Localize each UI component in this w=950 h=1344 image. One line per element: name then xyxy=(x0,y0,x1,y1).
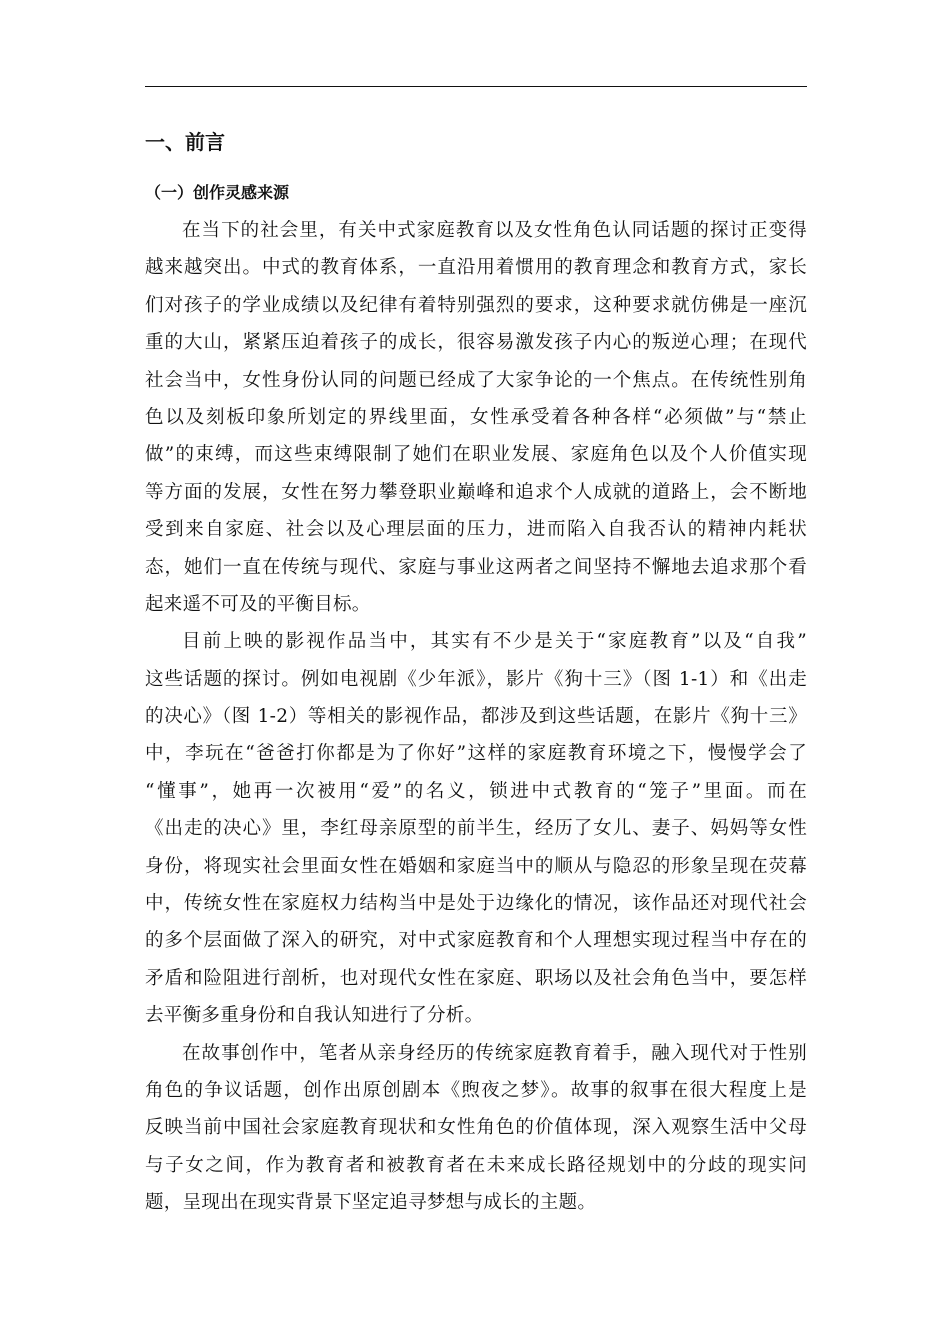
text-line: 角色的争议话题，创作出原创剧本《煦夜之梦》。故事的叙事在很大程度上是 xyxy=(145,1079,807,1101)
text-line: 社会当中，女性身份认同的问题已经成了大家争论的一个焦点。在传统性别角 xyxy=(145,369,807,391)
paragraph-2 xyxy=(145,623,807,1034)
text-line: 《出走的决心》里，李红母亲原型的前半生，经历了女儿、妻子、妈妈等女性 xyxy=(145,818,807,840)
text-line: 们对孩子的学业成绩以及纪律有着特别强烈的要求，这种要求就仿佛是一座沉 xyxy=(145,294,807,316)
text-line: 反映当前中国社会家庭教育现状和女性角色的价值体现，深入观察生活中父母 xyxy=(145,1117,807,1139)
text-line: 色以及刻板印象所划定的界线里面，女性承受着各种各样“必须做”与“禁止 xyxy=(145,406,807,428)
paragraph-1 xyxy=(145,212,807,623)
text-line: 去平衡多重身份和自我认知进行了分析。 xyxy=(145,1005,484,1027)
text-line: 身份，将现实社会里面女性在婚姻和家庭当中的顺从与隐忍的形象呈现在荧幕 xyxy=(145,855,807,877)
text-line: 中，传统女性在家庭权力结构当中是处于边缘化的情况，该作品还对现代社会 xyxy=(145,893,807,915)
text-line: 这些话题的探讨。例如电视剧《少年派》，影片《狗十三》（图 1-1）和《出走 xyxy=(145,668,807,690)
text-line: 做”的束缚，而这些束缚限制了她们在职业发展、家庭角色以及个人价值实现 xyxy=(145,444,807,466)
text-line: 目前上映的影视作品当中，其实有不少是关于“家庭教育”以及“自我” xyxy=(182,631,807,653)
text-line: 的决心》（图 1-2）等相关的影视作品，都涉及到这些话题，在影片《狗十三》 xyxy=(145,706,807,728)
text-line: 重的大山，紧紧压迫着孩子的成长，很容易激发孩子内心的叛逆心理；在现代 xyxy=(145,332,807,354)
text-line: 题，呈现出在现实背景下坚定追寻梦想与成长的主题。 xyxy=(145,1192,597,1214)
text-line: 在故事创作中，笔者从亲身经历的传统家庭教育着手，融入现代对于性别 xyxy=(182,1042,807,1064)
header-rule xyxy=(145,86,807,87)
section-heading: 一、前言 xyxy=(145,130,225,154)
text-line: “懂事”，她再一次被用“爱”的名义，锁进中式教育的“笼子”里面。而在 xyxy=(145,780,807,802)
subsection-heading: （一）创作灵感来源 xyxy=(145,183,290,202)
text-line: 起来遥不可及的平衡目标。 xyxy=(145,593,371,615)
text-line: 的多个层面做了深入的研究，对中式家庭教育和个人理想实现过程当中存在的 xyxy=(145,930,807,952)
paragraph-3 xyxy=(145,1035,807,1222)
text-line: 态，她们一直在传统与现代、家庭与事业这两者之间坚持不懈地去追求那个看 xyxy=(145,556,807,578)
text-line: 与子女之间，作为教育者和被教育者在未来成长路径规划中的分歧的现实问 xyxy=(145,1154,807,1176)
text-line: 越来越突出。中式的教育体系，一直沿用着惯用的教育理念和教育方式，家长 xyxy=(145,257,807,279)
body-text xyxy=(145,212,807,1222)
text-line: 等方面的发展，女性在努力攀登职业巅峰和追求个人成就的道路上，会不断地 xyxy=(145,481,807,503)
text-line: 在当下的社会里，有关中式家庭教育以及女性角色认同话题的探讨正变得 xyxy=(182,220,807,241)
text-line: 中，李玩在“爸爸打你都是为了你好”这样的家庭教育环境之下，慢慢学会了 xyxy=(145,743,807,765)
text-line: 矛盾和险阻进行剖析，也对现代女性在家庭、职场以及社会角色当中，要怎样 xyxy=(145,967,807,989)
text-line: 受到来自家庭、社会以及心理层面的压力，进而陷入自我否认的精神内耗状 xyxy=(145,519,807,541)
